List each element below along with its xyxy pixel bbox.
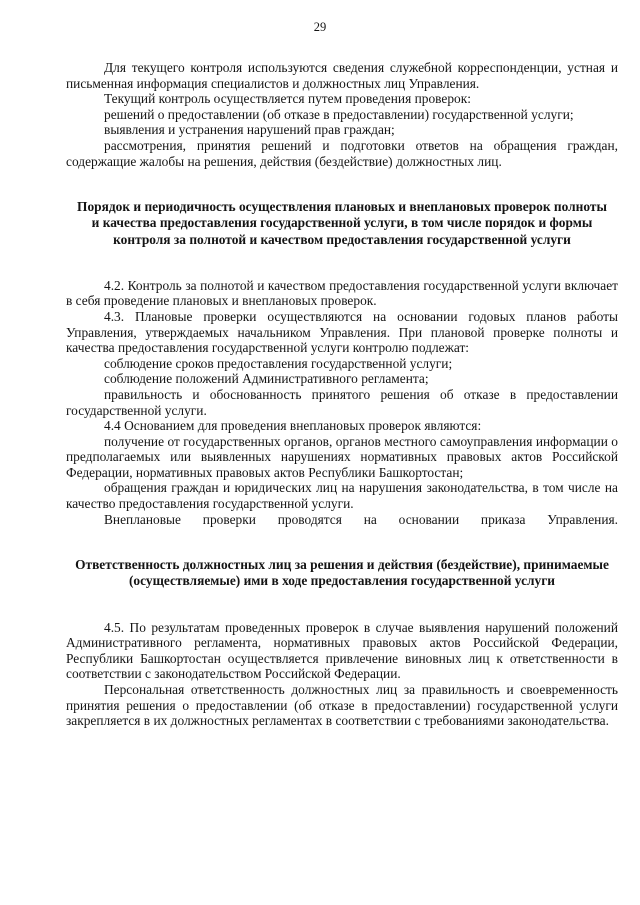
- paragraph: обращения граждан и юридических лиц на нарушения законодательства, в том числе на качество предоставления государственной услуги.: [66, 480, 618, 512]
- paragraph: 4.2. Контроль за полнотой и качеством предоставления государственной услуги включает в себя проведение плановых и внеплановых проверок.: [66, 277, 618, 309]
- section-heading: Порядок и периодичность осуществления плановых и внеплановых проверок полноты и качества предоставления государственной услуги, в том числе порядок и формы контроля за полнотой и качеством предоставления государственной услуги: [77, 199, 607, 247]
- section-heading: Ответственность должностных лиц за решения и действия (бездействие), принимаемые (осуществляемые) ими в ходе предоставления государственной услуги: [75, 557, 609, 589]
- paragraph: 4.3. Плановые проверки осуществляются на основании годовых планов работы Управления, утверждаемых начальником Управления. При плановой проверке полноты и качества предоставления государственной услуги контролю подлежат:: [66, 308, 618, 356]
- paragraph: Внеплановые проверки проводятся на основании приказа Управления.: [104, 511, 618, 527]
- paragraph: получение от государственных органов, органов местного самоуправления информации о предполагаемых или выявленных нарушениях нормативных правовых актов Российской Федерации, нормативных правовых актов Республики Башкортостан;: [66, 433, 618, 480]
- paragraph: Персональная ответственность должностных лиц за правильность и своевременность принятия решения о предоставлении (об отказе в предоставлении) государственной услуги закрепляется в их должностных регламентах в соответствии с требованиями законодательства.: [66, 682, 618, 729]
- paragraph: 4.4 Основанием для проведения внеплановых проверок являются:: [104, 418, 482, 434]
- paragraph: соблюдение положений Административного регламента;: [104, 371, 429, 387]
- paragraph: рассмотрения, принятия решений и подготовки ответов на обращения граждан, содержащие жалобы на решения, действия (бездействие) должностных лиц.: [66, 137, 618, 169]
- paragraph: решений о предоставлении (об отказе в предоставлении) государственной услуги;: [104, 106, 574, 122]
- paragraph: правильность и обоснованность принятого решения об отказе в предоставлении государственной услуги.: [66, 386, 618, 418]
- paragraph: выявления и устранения нарушений прав граждан;: [104, 122, 395, 138]
- document-body: [66, 60, 618, 729]
- paragraph: Текущий контроль осуществляется путем проведения проверок:: [104, 91, 471, 107]
- page-number: 29: [313, 20, 327, 34]
- paragraph: соблюдение сроков предоставления государственной услуги;: [104, 355, 453, 371]
- paragraph: 4.5. По результатам проведенных проверок в случае выявления нарушений положений Административного регламента, нормативных правовых актов Российской Федерации, Республики Башкортостан осуществляется привлечение виновных лиц к ответственности в соответствии с законодательством Российской Федерации.: [66, 619, 618, 682]
- paragraph: Для текущего контроля используются сведения служебной корреспонденции, устная и письменная информация специалистов и должностных лиц Управления.: [66, 60, 618, 91]
